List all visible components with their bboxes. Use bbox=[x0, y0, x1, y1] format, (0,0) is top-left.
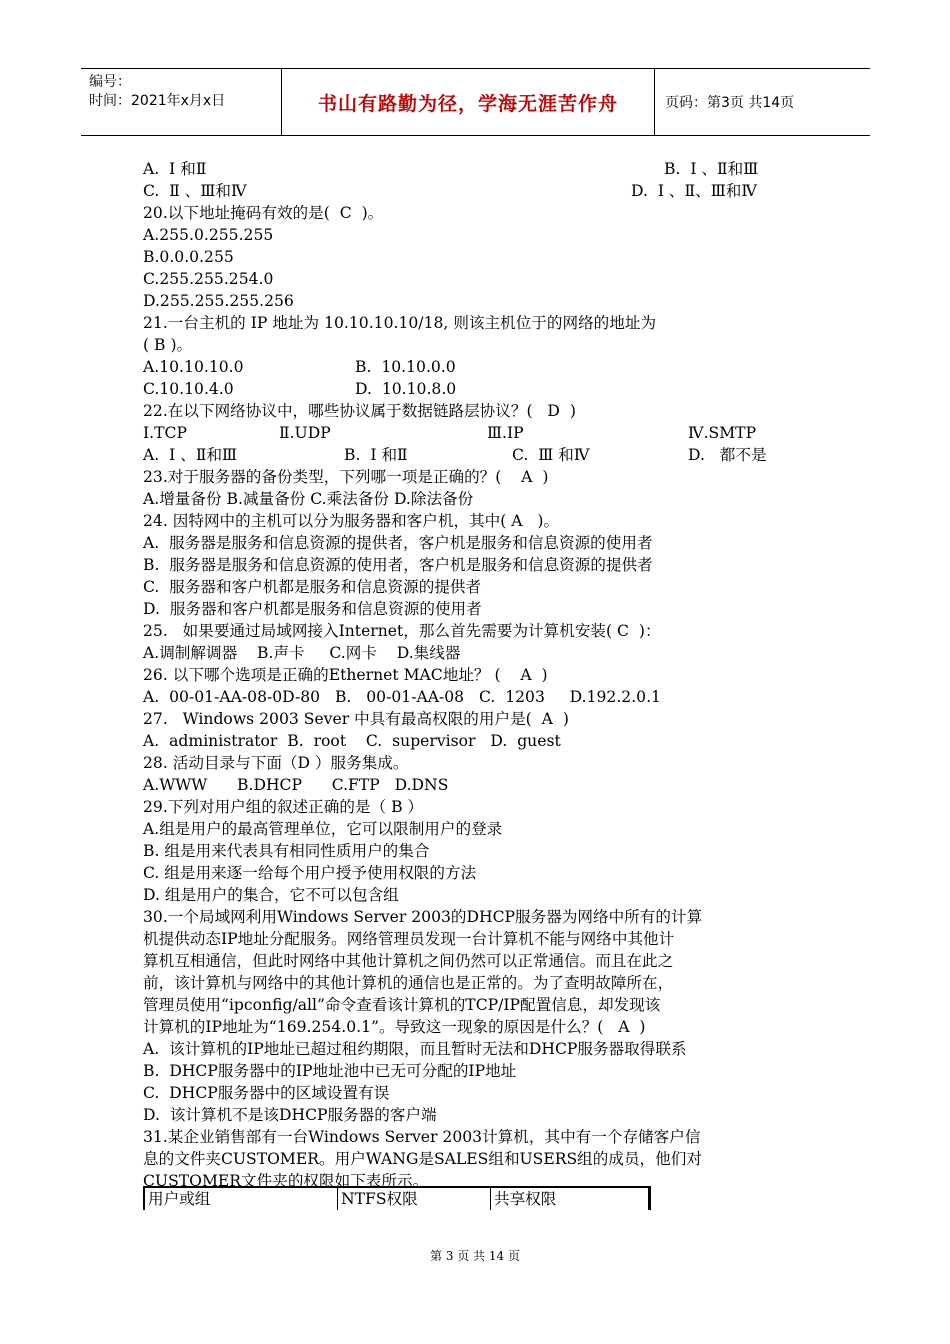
table-header-ntfs: NTFS权限 bbox=[338, 1188, 491, 1210]
q30-stem-line: 机提供动态IP地址分配服务。网络管理员发现一台计算机不能与网络中其他计 bbox=[143, 930, 675, 948]
q24-option-c: C. 服务器和客户机都是服务和信息资源的提供者 bbox=[143, 578, 482, 596]
q21-stem-line2: ( B )。 bbox=[143, 336, 193, 354]
table-header-share: 共享权限 bbox=[491, 1188, 649, 1210]
q28-options: A.WWW B.DHCP C.FTP D.DNS bbox=[143, 776, 449, 794]
q24-option-b: B. 服务器是服务和信息资源的使用者，客户机是服务和信息资源的提供者 bbox=[143, 556, 653, 574]
q29-option-c: C. 组是用来逐一给每个用户授予使用权限的方法 bbox=[143, 864, 477, 882]
q19-option-d: D. Ⅰ 、Ⅱ、Ⅲ和Ⅳ bbox=[631, 182, 757, 200]
q30-stem-line: 计算机的IP地址为“169.254.0.1”。导致这一现象的原因是什么？( A ) bbox=[143, 1018, 646, 1036]
q29-option-a: A.组是用户的最高管理单位，它可以限制用户的登录 bbox=[143, 820, 503, 838]
number-label: 编号： bbox=[89, 74, 131, 90]
page-info: 页码：第3页 共14页 bbox=[665, 95, 795, 111]
q24-option-d: D. 服务器和客户机都是服务和信息资源的使用者 bbox=[143, 600, 482, 618]
q29-stem: 29.下列对用户组的叙述正确的是（ B ） bbox=[143, 798, 424, 816]
q19-option-a: A. Ⅰ 和Ⅱ bbox=[143, 160, 207, 178]
q19-options-row1 bbox=[143, 158, 813, 180]
q30-option-a: A. 该计算机的IP地址已超过租约期限，而且暂时无法和DHCP服务器取得联系 bbox=[143, 1040, 687, 1058]
q30-option-d: D. 该计算机不是该DHCP服务器的客户端 bbox=[143, 1106, 437, 1124]
q22-option-d: D. 都不是 bbox=[688, 446, 767, 464]
q21-option-a: A.10.10.10.0 bbox=[143, 358, 244, 376]
q19-option-c: C. Ⅱ 、Ⅲ和Ⅳ bbox=[143, 182, 247, 200]
q21-option-d: D. 10.10.8.0 bbox=[355, 380, 457, 398]
q30-stem-line: 管理员使用“ipconfig/all”命令查看该计算机的TCP/IP配置信息，却发现该 bbox=[143, 996, 661, 1014]
q26-stem: 26. 以下哪个选项是正确的Ethernet MAC地址？ ( A ) bbox=[143, 666, 548, 684]
q19-option-b: B. Ⅰ 、Ⅱ和Ⅲ bbox=[664, 160, 759, 178]
q22-item-3: Ⅲ.IP bbox=[487, 424, 524, 442]
q27-stem: 27. Windows 2003 Sever 中具有最高权限的用户是( A ) bbox=[143, 710, 569, 728]
q29-option-b: B. 组是用来代表具有相同性质用户的集合 bbox=[143, 842, 430, 860]
permissions-table-header bbox=[143, 1186, 651, 1210]
q27-options: A. administrator B. root C. supervisor D. guest bbox=[143, 732, 561, 750]
q22-items-row bbox=[143, 422, 813, 444]
q31-stem-line: 息的文件夹CUSTOMER。用户WANG是SALES组和USERS组的成员，他们对 bbox=[143, 1150, 702, 1168]
q29-option-d: D. 组是用户的集合，它不可以包含组 bbox=[143, 886, 399, 904]
q20-option-a: A.255.0.255.255 bbox=[143, 226, 274, 244]
q24-option-a: A. 服务器是服务和信息资源的提供者，客户机是服务和信息资源的使用者 bbox=[143, 534, 653, 552]
table-header-user-or-group: 用户或组 bbox=[145, 1188, 338, 1210]
q21-option-b: B. 10.10.0.0 bbox=[355, 358, 456, 376]
q24-stem: 24. 因特网中的主机可以分为服务器和客户机，其中( A )。 bbox=[143, 512, 560, 530]
q23-stem: 23.对于服务器的备份类型，下列哪一项是正确的？( A ) bbox=[143, 468, 549, 486]
header-motto-cell bbox=[282, 69, 655, 135]
q22-item-4: Ⅳ.SMTP bbox=[688, 424, 757, 442]
q21-options-row1 bbox=[143, 356, 813, 378]
q30-stem-line: 前，该计算机与网络中的其他计算机的通信也是正常的。为了查明故障所在， bbox=[143, 974, 674, 992]
q22-item-1: Ⅰ.TCP bbox=[143, 424, 187, 442]
q20-option-b: B.0.0.0.255 bbox=[143, 248, 234, 266]
q30-option-b: B. DHCP服务器中的IP地址池中已无可分配的IP地址 bbox=[143, 1062, 517, 1080]
q30-stem-line: 算机互相通信，但此时网络中其他计算机之间仍然可以正常通信。而且在此之 bbox=[143, 952, 674, 970]
document-body bbox=[143, 158, 813, 1192]
q30-stem-line: 30.一个局域网利用Windows Server 2003的DHCP服务器为网络中所有的计算 bbox=[143, 908, 703, 926]
q22-stem: 22.在以下网络协议中，哪些协议属于数据链路层协议？( D ) bbox=[143, 402, 576, 420]
q22-option-a: A. Ⅰ 、Ⅱ和Ⅲ bbox=[143, 446, 238, 464]
q25-stem: 25. 如果要通过局域网接入Internet，那么首先需要为计算机安装( C )： bbox=[143, 622, 661, 640]
q20-option-c: C.255.255.254.0 bbox=[143, 270, 274, 288]
q22-options-row bbox=[143, 444, 813, 466]
q21-stem-line1: 21.一台主机的 IP 地址为 10.10.10.10/18, 则该主机位于的网络的地址为 bbox=[143, 314, 657, 332]
time-label: 时间：2021年x月x日 bbox=[89, 93, 226, 109]
q22-option-c: C. Ⅲ 和Ⅳ bbox=[512, 446, 590, 464]
q20-option-d: D.255.255.255.256 bbox=[143, 292, 294, 310]
page-footer: 第 3 页 共 14 页 bbox=[430, 1249, 520, 1263]
q28-stem: 28. 活动目录与下面（D ）服务集成。 bbox=[143, 754, 409, 772]
q22-option-b: B. Ⅰ 和Ⅱ bbox=[344, 446, 408, 464]
q31-stem-line: CUSTOMER文件夹的权限如下表所示。 bbox=[143, 1172, 429, 1190]
q20-stem: 20.以下地址掩码有效的是( C )。 bbox=[143, 204, 384, 222]
q23-options: A.增量备份 B.减量备份 C.乘法备份 D.除法备份 bbox=[143, 490, 474, 508]
motto: 书山有路勤为径，学海无涯苦作舟 bbox=[317, 92, 618, 115]
q22-item-2: Ⅱ.UDP bbox=[279, 424, 331, 442]
header-meta bbox=[81, 69, 282, 135]
q19-options-row2 bbox=[143, 180, 813, 202]
q21-options-row2 bbox=[143, 378, 813, 400]
page-header bbox=[81, 68, 870, 136]
q26-options: A. 00-01-AA-08-0D-80 B. 00-01-AA-08 C. 1203 D.192.2.0.1 bbox=[143, 688, 661, 706]
q30-option-c: C. DHCP服务器中的区域设置有误 bbox=[143, 1084, 390, 1102]
q21-option-c: C.10.10.4.0 bbox=[143, 380, 234, 398]
q25-options: A.调制解调器 B.声卡 C.网卡 D.集线器 bbox=[143, 644, 461, 662]
q31-stem-line: 31.某企业销售部有一台Windows Server 2003计算机，其中有一个存储客户信 bbox=[143, 1128, 701, 1146]
